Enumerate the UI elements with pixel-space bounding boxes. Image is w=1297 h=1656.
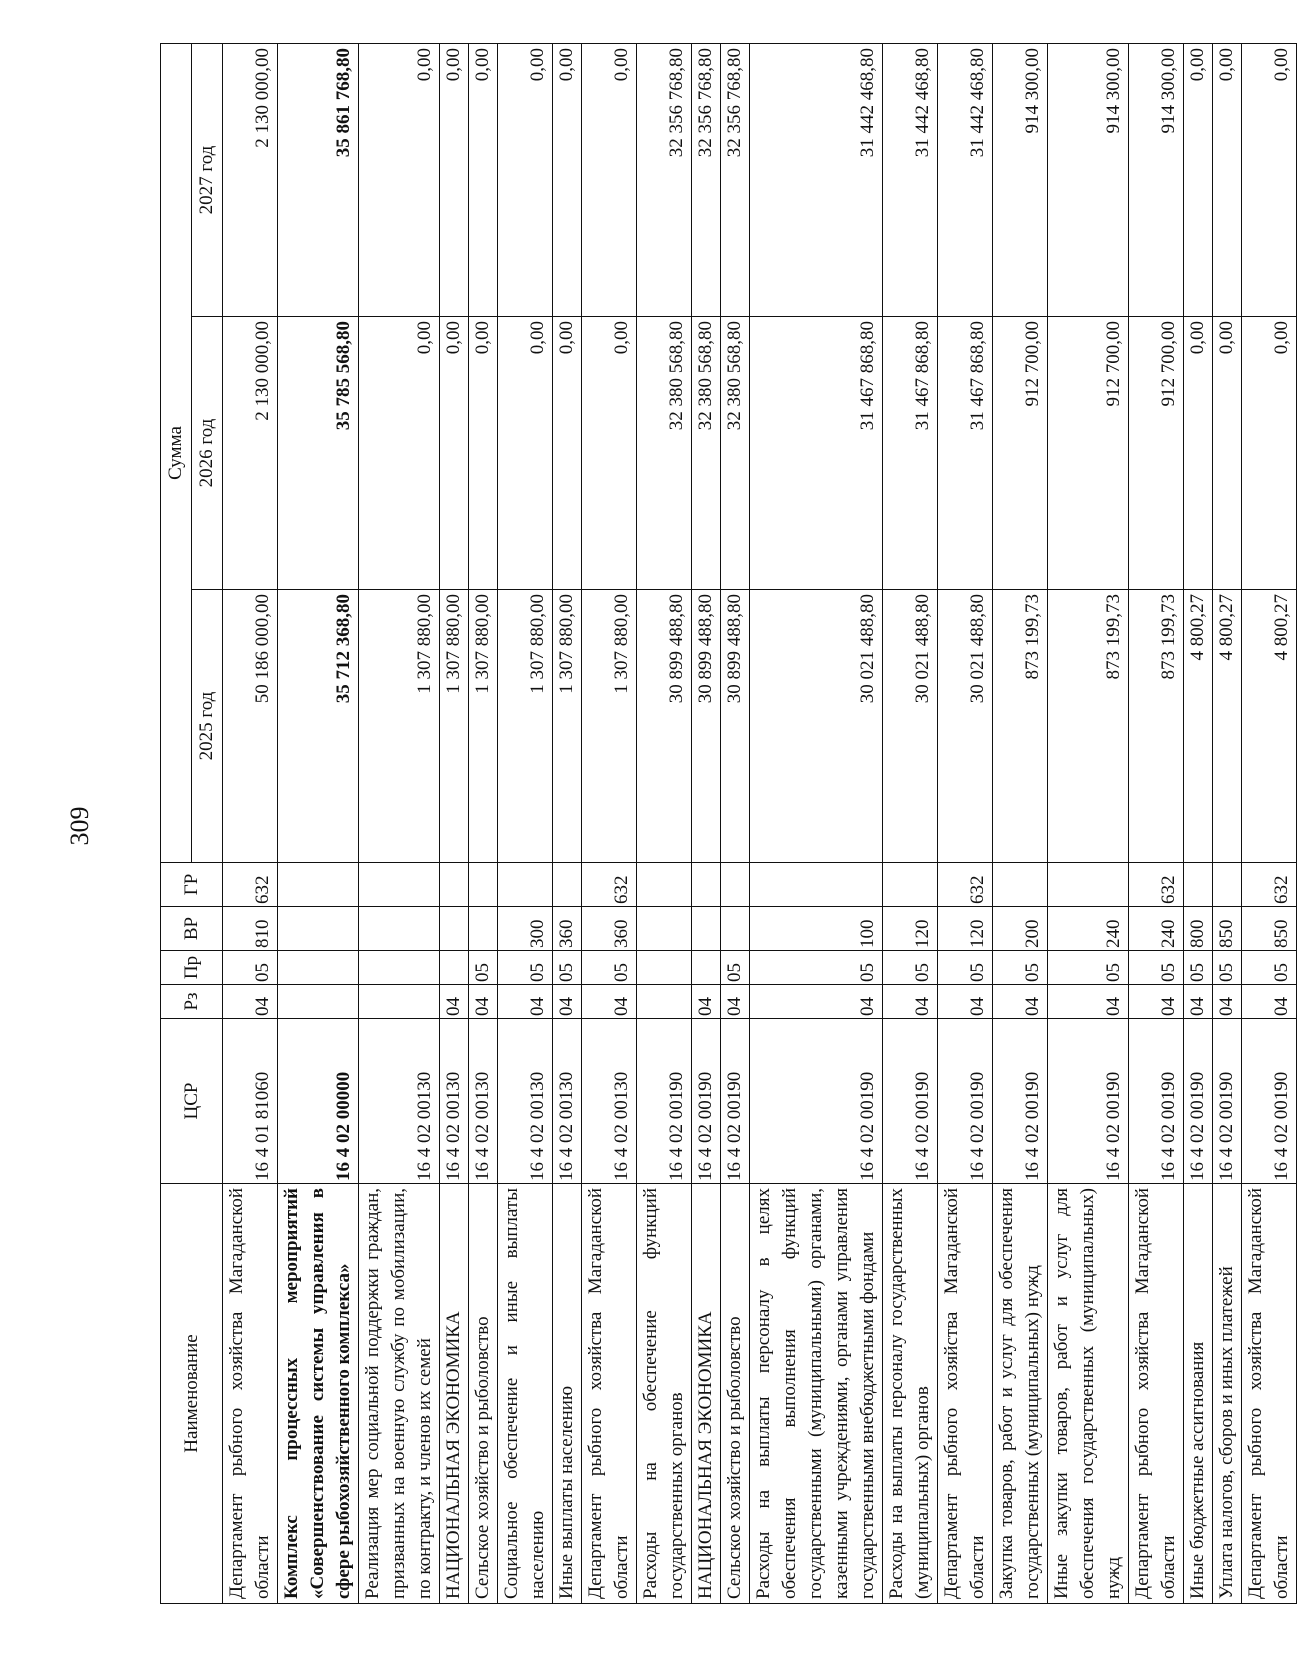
name-cell: Социальное обеспечение и иные выплаты населению — [498, 1184, 553, 1604]
vr-cell — [469, 907, 498, 951]
header-sum: Сумма — [161, 44, 192, 863]
sum-2025-cell: 1 307 880,00 — [359, 590, 440, 863]
gr-cell: 632 — [1242, 863, 1297, 907]
table-row — [938, 44, 993, 1604]
vr-cell: 800 — [1184, 907, 1213, 951]
name-cell: Иные закупки товаров, работ и услуг для обеспечения государственных (муниципальных) нужд — [1048, 1184, 1129, 1604]
rz-cell: 04 — [1184, 985, 1213, 1019]
rz-cell — [637, 985, 692, 1019]
gr-cell — [278, 863, 359, 907]
csr-cell: 16 4 02 00130 — [440, 1019, 469, 1184]
sum-2026-cell: 912 700,00 — [1048, 317, 1129, 590]
sum-2027-cell: 0,00 — [469, 44, 498, 317]
table-row — [721, 44, 750, 1604]
table-row — [469, 44, 498, 1604]
sum-2025-cell: 4 800,27 — [1184, 590, 1213, 863]
sum-2026-cell: 2 130 000,00 — [223, 317, 278, 590]
name-cell: Расходы на выплаты персоналу государственных (муниципальных) органов — [883, 1184, 938, 1604]
gr-cell — [993, 863, 1048, 907]
pr-cell — [278, 951, 359, 985]
pr-cell: 05 — [1048, 951, 1129, 985]
sum-2025-cell: 1 307 880,00 — [553, 590, 582, 863]
gr-cell — [498, 863, 553, 907]
sum-2027-cell: 0,00 — [1213, 44, 1242, 317]
pr-cell — [359, 951, 440, 985]
sum-2027-cell: 35 861 768,80 — [278, 44, 359, 317]
csr-cell: 16 4 02 00190 — [1129, 1019, 1184, 1184]
sum-2025-cell: 1 307 880,00 — [498, 590, 553, 863]
header-name: Наименование — [161, 1184, 223, 1604]
name-cell: Департамент рыбного хозяйства Магаданской области — [1242, 1184, 1297, 1604]
pr-cell: 05 — [1184, 951, 1213, 985]
budget-table — [160, 43, 1297, 1604]
pr-cell: 05 — [883, 951, 938, 985]
name-cell: Департамент рыбного хозяйства Магаданской области — [223, 1184, 278, 1604]
header-year-2027: 2027 год — [192, 44, 223, 317]
rz-cell: 04 — [1048, 985, 1129, 1019]
pr-cell: 05 — [223, 951, 278, 985]
rz-cell — [278, 985, 359, 1019]
rz-cell: 04 — [1213, 985, 1242, 1019]
sum-2027-cell: 31 442 468,80 — [750, 44, 883, 317]
sum-2027-cell: 32 356 768,80 — [637, 44, 692, 317]
rz-cell: 04 — [469, 985, 498, 1019]
sum-2027-cell: 914 300,00 — [1048, 44, 1129, 317]
name-cell: Сельское хозяйство и рыболовство — [469, 1184, 498, 1604]
csr-cell: 16 4 02 00190 — [1242, 1019, 1297, 1184]
table-row — [637, 44, 692, 1604]
sum-2025-cell: 35 712 368,80 — [278, 590, 359, 863]
vr-cell — [637, 907, 692, 951]
sum-2025-cell: 1 307 880,00 — [469, 590, 498, 863]
pr-cell: 05 — [553, 951, 582, 985]
pr-cell — [440, 951, 469, 985]
rz-cell: 04 — [721, 985, 750, 1019]
table-row — [440, 44, 469, 1604]
vr-cell — [440, 907, 469, 951]
table-row — [692, 44, 721, 1604]
gr-cell — [553, 863, 582, 907]
rz-cell: 04 — [440, 985, 469, 1019]
vr-cell: 360 — [553, 907, 582, 951]
rz-cell: 04 — [553, 985, 582, 1019]
pr-cell — [692, 951, 721, 985]
sum-2025-cell: 873 199,73 — [1048, 590, 1129, 863]
rz-cell: 04 — [498, 985, 553, 1019]
csr-cell: 16 4 02 00190 — [750, 1019, 883, 1184]
vr-cell: 120 — [883, 907, 938, 951]
sum-2027-cell: 32 356 768,80 — [692, 44, 721, 317]
sum-2027-cell: 2 130 000,00 — [223, 44, 278, 317]
vr-cell: 850 — [1242, 907, 1297, 951]
rz-cell: 04 — [582, 985, 637, 1019]
sum-2025-cell: 50 186 000,00 — [223, 590, 278, 863]
name-cell: НАЦИОНАЛЬНАЯ ЭКОНОМИКА — [440, 1184, 469, 1604]
sum-2027-cell: 0,00 — [440, 44, 469, 317]
table-header — [161, 44, 223, 1604]
sum-2025-cell: 30 021 488,80 — [883, 590, 938, 863]
vr-cell — [692, 907, 721, 951]
csr-cell: 16 4 02 00190 — [721, 1019, 750, 1184]
sum-2026-cell: 32 380 568,80 — [721, 317, 750, 590]
pr-cell — [637, 951, 692, 985]
sum-2027-cell: 0,00 — [498, 44, 553, 317]
sum-2026-cell: 0,00 — [582, 317, 637, 590]
pr-cell: 05 — [1242, 951, 1297, 985]
rz-cell — [359, 985, 440, 1019]
header-rz: Рз — [161, 985, 223, 1019]
name-cell: Сельское хозяйство и рыболовство — [721, 1184, 750, 1604]
csr-cell: 16 4 02 00130 — [553, 1019, 582, 1184]
csr-cell: 16 4 02 00190 — [637, 1019, 692, 1184]
table-row — [883, 44, 938, 1604]
csr-cell: 16 4 02 00130 — [498, 1019, 553, 1184]
table-row — [993, 44, 1048, 1604]
pr-cell: 05 — [469, 951, 498, 985]
gr-cell — [721, 863, 750, 907]
header-vr: ВР — [161, 907, 223, 951]
sum-2025-cell: 1 307 880,00 — [582, 590, 637, 863]
pr-cell: 05 — [1129, 951, 1184, 985]
name-cell: Иные выплаты населению — [553, 1184, 582, 1604]
vr-cell: 100 — [750, 907, 883, 951]
table-row — [223, 44, 278, 1604]
pr-cell: 05 — [498, 951, 553, 985]
gr-cell — [750, 863, 883, 907]
rz-cell: 04 — [993, 985, 1048, 1019]
header-year-2026: 2026 год — [192, 317, 223, 590]
sum-2027-cell: 0,00 — [553, 44, 582, 317]
gr-cell — [692, 863, 721, 907]
table-row — [1129, 44, 1184, 1604]
header-gr: ГР — [161, 863, 223, 907]
sum-2026-cell: 912 700,00 — [993, 317, 1048, 590]
csr-cell: 16 4 02 00130 — [469, 1019, 498, 1184]
vr-cell: 240 — [1129, 907, 1184, 951]
sum-2026-cell: 32 380 568,80 — [692, 317, 721, 590]
name-cell: Расходы на обеспечение функций государственных органов — [637, 1184, 692, 1604]
page-number: 309 — [65, 806, 94, 846]
vr-cell: 120 — [938, 907, 993, 951]
vr-cell — [359, 907, 440, 951]
sum-2025-cell: 30 021 488,80 — [750, 590, 883, 863]
table-body — [223, 44, 1297, 1604]
sum-2025-cell: 30 021 488,80 — [938, 590, 993, 863]
gr-cell — [1048, 863, 1129, 907]
sum-2026-cell: 0,00 — [440, 317, 469, 590]
name-cell: НАЦИОНАЛЬНАЯ ЭКОНОМИКА — [692, 1184, 721, 1604]
vr-cell: 240 — [1048, 907, 1129, 951]
vr-cell — [721, 907, 750, 951]
gr-cell — [469, 863, 498, 907]
sum-2027-cell: 0,00 — [1242, 44, 1297, 317]
sum-2026-cell: 0,00 — [359, 317, 440, 590]
rz-cell: 04 — [692, 985, 721, 1019]
csr-cell: 16 4 02 00190 — [883, 1019, 938, 1184]
gr-cell: 632 — [582, 863, 637, 907]
name-cell: Уплата налогов, сборов и иных платежей — [1213, 1184, 1242, 1604]
sum-2027-cell: 31 442 468,80 — [883, 44, 938, 317]
gr-cell — [359, 863, 440, 907]
vr-cell: 360 — [582, 907, 637, 951]
vr-cell: 200 — [993, 907, 1048, 951]
gr-cell: 632 — [938, 863, 993, 907]
gr-cell — [1184, 863, 1213, 907]
sum-2026-cell: 0,00 — [469, 317, 498, 590]
csr-cell: 16 4 02 00190 — [1184, 1019, 1213, 1184]
rz-cell: 04 — [223, 985, 278, 1019]
sum-2027-cell: 914 300,00 — [993, 44, 1048, 317]
rz-cell: 04 — [750, 985, 883, 1019]
rz-cell: 04 — [883, 985, 938, 1019]
sum-2026-cell: 0,00 — [1184, 317, 1213, 590]
table-row — [1242, 44, 1297, 1604]
pr-cell: 05 — [721, 951, 750, 985]
sum-2025-cell: 1 307 880,00 — [440, 590, 469, 863]
sum-2026-cell: 0,00 — [1242, 317, 1297, 590]
table-row — [553, 44, 582, 1604]
vr-cell — [278, 907, 359, 951]
sum-2025-cell: 30 899 488,80 — [692, 590, 721, 863]
header-year-2025: 2025 год — [192, 590, 223, 863]
sum-2025-cell: 873 199,73 — [993, 590, 1048, 863]
gr-cell — [1213, 863, 1242, 907]
gr-cell — [883, 863, 938, 907]
name-cell: Реализация мер социальной поддержки граждан, призванных на военную службу по мобилизации, по контракту, и членов их семей — [359, 1184, 440, 1604]
gr-cell — [440, 863, 469, 907]
name-cell: Департамент рыбного хозяйства Магаданской области — [582, 1184, 637, 1604]
sum-2026-cell: 0,00 — [1213, 317, 1242, 590]
name-cell: Департамент рыбного хозяйства Магаданской области — [1129, 1184, 1184, 1604]
sum-2025-cell: 4 800,27 — [1213, 590, 1242, 863]
pr-cell: 05 — [582, 951, 637, 985]
sum-2027-cell: 31 442 468,80 — [938, 44, 993, 317]
csr-cell: 16 4 02 00000 — [278, 1019, 359, 1184]
sum-2026-cell: 0,00 — [553, 317, 582, 590]
table-row — [278, 44, 359, 1604]
name-cell: Расходы на выплаты персоналу в целях обеспечения выполнения функций государственными (муниципальными) органами, казенными учреждениями, органами управления государственными внебюджетными фондами — [750, 1184, 883, 1604]
sum-2025-cell: 873 199,73 — [1129, 590, 1184, 863]
sum-2027-cell: 0,00 — [359, 44, 440, 317]
table-row — [750, 44, 883, 1604]
pr-cell: 05 — [993, 951, 1048, 985]
table-row — [498, 44, 553, 1604]
table-row — [359, 44, 440, 1604]
csr-cell: 16 4 02 00190 — [692, 1019, 721, 1184]
sum-2026-cell: 31 467 868,80 — [938, 317, 993, 590]
sum-2027-cell: 32 356 768,80 — [721, 44, 750, 317]
table-row — [1048, 44, 1129, 1604]
csr-cell: 16 4 02 00190 — [938, 1019, 993, 1184]
csr-cell: 16 4 02 00190 — [993, 1019, 1048, 1184]
header-csr: ЦСР — [161, 1019, 223, 1184]
name-cell: Департамент рыбного хозяйства Магаданской области — [938, 1184, 993, 1604]
sum-2027-cell: 0,00 — [582, 44, 637, 317]
sum-2026-cell: 912 700,00 — [1129, 317, 1184, 590]
sum-2025-cell: 30 899 488,80 — [637, 590, 692, 863]
csr-cell: 16 4 01 81060 — [223, 1019, 278, 1184]
vr-cell: 300 — [498, 907, 553, 951]
name-cell: Комплекс процессных мероприятий «Совершенствование системы управления в сфере рыбохозяйственного комплекса» — [278, 1184, 359, 1604]
csr-cell: 16 4 02 00190 — [1048, 1019, 1129, 1184]
sum-2027-cell: 914 300,00 — [1129, 44, 1184, 317]
pr-cell: 05 — [1213, 951, 1242, 985]
rz-cell: 04 — [1242, 985, 1297, 1019]
table-row — [582, 44, 637, 1604]
table-row — [1184, 44, 1213, 1604]
sum-2026-cell: 32 380 568,80 — [637, 317, 692, 590]
sum-2026-cell: 35 785 568,80 — [278, 317, 359, 590]
csr-cell: 16 4 02 00130 — [359, 1019, 440, 1184]
rotated-page — [160, 44, 1292, 1604]
sum-2027-cell: 0,00 — [1184, 44, 1213, 317]
sum-2025-cell: 4 800,27 — [1242, 590, 1297, 863]
sum-2025-cell: 30 899 488,80 — [721, 590, 750, 863]
gr-cell: 632 — [223, 863, 278, 907]
pr-cell: 05 — [938, 951, 993, 985]
csr-cell: 16 4 02 00190 — [1213, 1019, 1242, 1184]
csr-cell: 16 4 02 00130 — [582, 1019, 637, 1184]
vr-cell: 810 — [223, 907, 278, 951]
table-row — [1213, 44, 1242, 1604]
header-pr: Пр — [161, 951, 223, 985]
pr-cell: 05 — [750, 951, 883, 985]
name-cell: Закупка товаров, работ и услуг для обеспечения государственных (муниципальных) нужд — [993, 1184, 1048, 1604]
gr-cell — [637, 863, 692, 907]
sum-2026-cell: 0,00 — [498, 317, 553, 590]
name-cell: Иные бюджетные ассигнования — [1184, 1184, 1213, 1604]
sum-2026-cell: 31 467 868,80 — [883, 317, 938, 590]
rz-cell: 04 — [1129, 985, 1184, 1019]
gr-cell: 632 — [1129, 863, 1184, 907]
vr-cell: 850 — [1213, 907, 1242, 951]
sum-2026-cell: 31 467 868,80 — [750, 317, 883, 590]
rz-cell: 04 — [938, 985, 993, 1019]
